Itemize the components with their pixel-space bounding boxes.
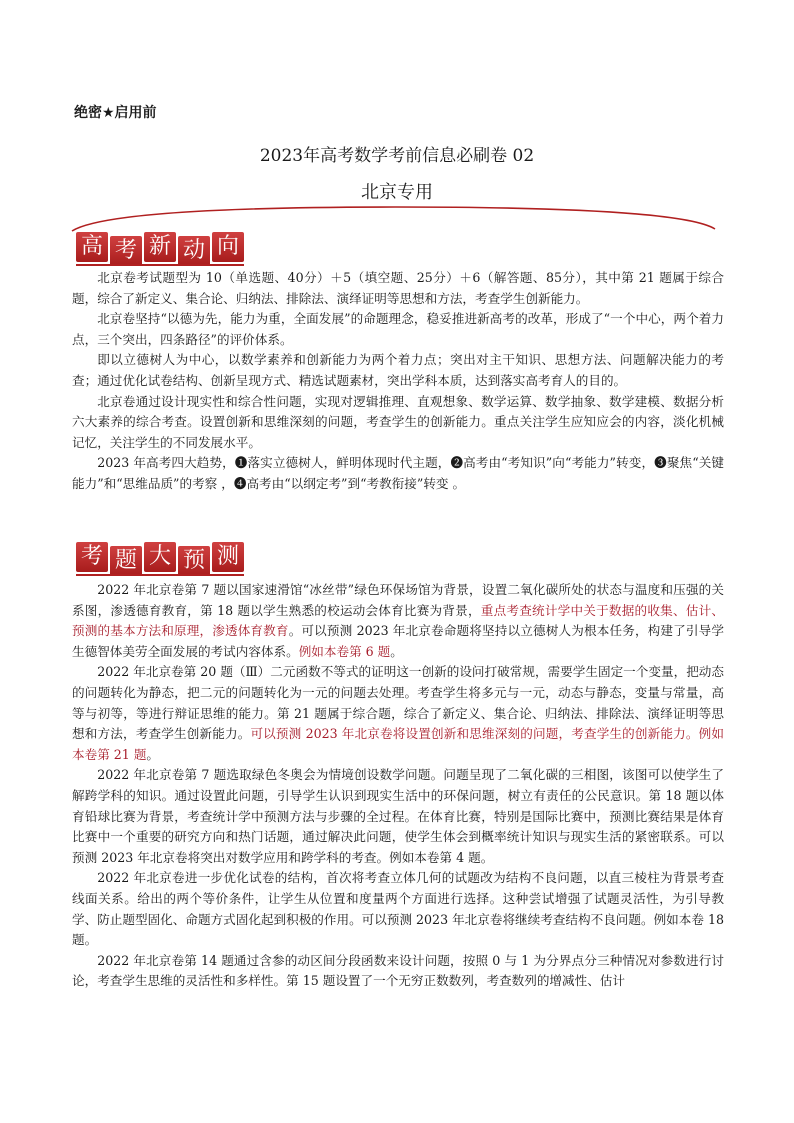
paragraph: 2022 年北京卷进一步优化试卷的结构，首次将考查立体几何的试题改为结构不良问题，以直三棱柱为背景考查线面关系。给出的两个等价条件，让学生从位置和度量两个方面进行选择。这种尝试增强了试题灵活性，为引导教学、防止题型固化、命题方式固化起到积极的作用。可以预测 2023 年北京卷将继续考查结构不良问题。例如本卷 18 题。 bbox=[72, 870, 724, 948]
text-run: 。 bbox=[146, 746, 160, 762]
banner-char: 考 bbox=[76, 542, 108, 572]
banner-char: 大 bbox=[144, 542, 176, 572]
paragraph bbox=[72, 662, 724, 765]
text-run: 2022 年北京卷第 20 题（Ⅲ）二元函数不等式的证明这一创新的设问打破常规，需要学生固定一个变量，把动态的问题转化为静态，把二元的问题转化为一元的问题去处理。考查学生将多元与一元，动态与静态，变量与常量，高等与初等，等进行辩证思维的能力。第 21 题属于综合题，综合了新定义、集合论、归纳法、排除法、演绎证明等思想和方法，考查学生创新能力。 bbox=[72, 664, 724, 742]
paragraph: 2023 年高考四大趋势，❶落实立德树人，鲜明体现时代主题，❷高考由“考知识”向“考能力”转变，❸聚焦“关键能力”和“思维品质”的考察 ，❹高考由“以纲定考”到“考教衔接”转变 。 bbox=[72, 455, 724, 491]
highlight-text: 可以预测 2023 年北京卷将设置创新和思维深刻的问题，考查学生的创新能力。例如本卷第 21 题 bbox=[72, 726, 724, 762]
banner-char: 题 bbox=[110, 546, 142, 576]
paragraph: 北京卷坚持“以德为先，能力为重，全面发展”的命题理念，稳妥推进新高考的改革，形成了“一个中心，两个着力点，三个突出，四条路径”的评价体系。 bbox=[72, 311, 724, 347]
document-title: 2023年高考数学考前信息必刷卷 02 bbox=[259, 146, 535, 166]
banner-char: 新 bbox=[144, 232, 176, 262]
banner-char: 动 bbox=[178, 236, 210, 266]
banner-char: 高 bbox=[76, 232, 108, 262]
highlight-text: 例如本卷第 6 题 bbox=[298, 643, 391, 659]
section-banner-trends bbox=[76, 232, 244, 262]
section1-body bbox=[72, 268, 724, 495]
paragraph: 2022 年北京卷第 14 题通过含参的动区间分段函数来设计问题，按照 0 与 1 为分界点分三种情况对参数进行讨论，考查学生思维的灵活性和多样性。第 15 题设置了一个无穷正数数列，考查数列的增减性、估计 bbox=[72, 952, 724, 989]
banner-char: 预 bbox=[178, 546, 210, 576]
banner-char: 测 bbox=[212, 542, 244, 572]
section2-body bbox=[72, 580, 724, 992]
secret-label: 绝密★启用前 bbox=[74, 105, 157, 121]
document-subtitle: 北京专用 bbox=[361, 182, 433, 203]
paragraph: 北京卷通过设计现实性和综合性问题，实现对逻辑推理、直观想象、数学运算、数学抽象、数学建模、数据分析六大素养的综合考查。设置创新和思维深刻的问题，考查学生的创新能力。重点关注学生应知应会的内容，淡化机械记忆，关注学生的不同发展水平。 bbox=[72, 393, 724, 450]
banner-underline bbox=[76, 264, 244, 266]
highlight-text: 重点考查统计学中关于数据的收集、估计、预测的基本方法和原理，渗透体育教育 bbox=[72, 602, 724, 639]
paragraph: 北京卷考试题型为 10（单选题、40分）＋5（填空题、25分）＋6（解答题、85分），其中第 21 题属于综合题，综合了新定义、集合论、归纳法、排除法、演绎证明等思想和方法，考查学生创新能力。 bbox=[72, 270, 724, 306]
banner-underline bbox=[76, 574, 244, 576]
paragraph: 即以立德树人为中心，以数学素养和创新能力为两个着力点；突出对主干知识、思想方法、问题解决能力的考查；通过优化试卷结构、创新呈现方式、精选试题素材，突出学科本质，达到落实高考育人的目的。 bbox=[72, 352, 724, 388]
text-run: 2022 年北京卷第 7 题以国家速滑馆“冰丝带”绿色环保场馆为背景，设置二氧化碳所处的状态与温度和压强的关系图，渗透德育教育，第 18 题以学生熟悉的校运动会体育比赛为背景， bbox=[72, 582, 724, 618]
text-run: 。可以预测 2023 年北京卷命题将坚持以立德树人为根本任务，构建了引导学生德智体美劳全面发展的考试内容体系。 bbox=[72, 623, 725, 659]
text-run: 。 bbox=[390, 643, 403, 659]
paragraph: 2022 年北京卷第 7 题选取绿色冬奥会为情境创设数学问题。问题呈现了二氧化碳的三相图，该图可以使学生了解跨学科的知识。通过设置此问题，引导学生认识到现实生活中的环保问题，树立有责任的公民意识。第 18 题以体育铅球比赛为背景，考查统计学中预测方法与步骤的全过程。在体育比赛，特别是国际比赛中，预测比赛结果是体育比赛中一个重要的研究方向和热门话题，通过解决此问题，使学生体会到概率统计知识与现实生活的紧密联系。可以预测 2023 年北京卷将突出对数学应用和跨学科的考查。例如本卷第 4 题。 bbox=[72, 767, 724, 865]
decorative-arc bbox=[70, 205, 720, 233]
paragraph bbox=[72, 580, 724, 662]
banner-char: 向 bbox=[212, 232, 244, 262]
section-banner-predictions bbox=[76, 542, 244, 572]
banner-char: 考 bbox=[110, 236, 142, 266]
